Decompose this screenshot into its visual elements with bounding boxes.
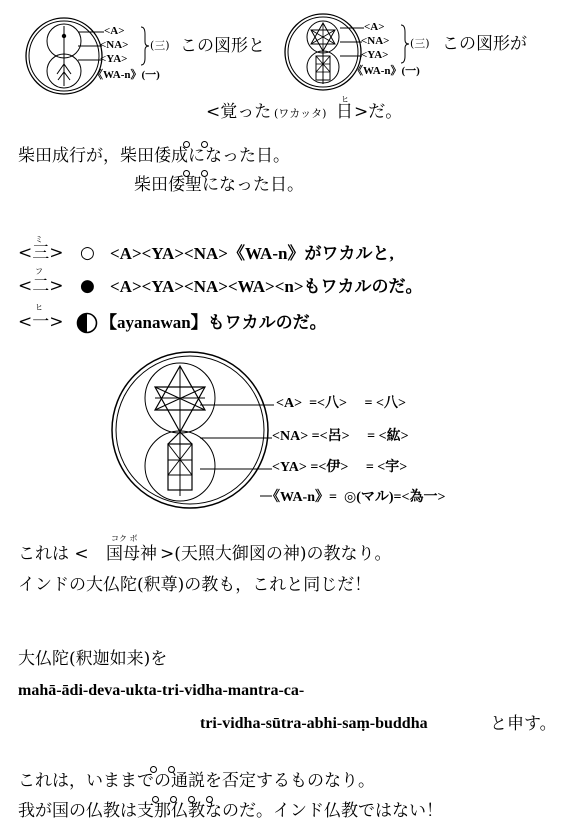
diagram-label-wan: 《WA-n》= ◎(マル)=<為一> [266, 490, 446, 505]
diagram-pointers [200, 400, 280, 500]
emphasis-dot [183, 141, 190, 148]
fu-ruby: フ [35, 267, 43, 276]
india-line: インドの大仏陀(釈尊)の教も，これと同じだ！ [18, 575, 372, 595]
hi-text: 【ayanawan】もワカルのだ。 [100, 313, 327, 332]
emphasis-dot [201, 170, 208, 177]
fig2-label-na: <NA> [361, 35, 390, 47]
fig1-text: この図形と [180, 36, 265, 56]
hi-kanji: <一> [18, 312, 64, 332]
kokubo-post: >(天照大御図の神)の教なり。 [160, 544, 392, 564]
diagram-label-na: <NA> =<呂> = <紘> [272, 429, 409, 444]
kokubo-word: 国母神 [106, 544, 157, 564]
fig2-brace [400, 24, 410, 64]
emphasis-dot [170, 796, 177, 803]
satori-reading: (ワカッタ) [274, 107, 327, 120]
shibata-line2: 柴田倭聖になった日。 [134, 175, 304, 195]
hi-ruby: ヒ [35, 303, 43, 312]
satori-post: >だ。 [354, 102, 403, 122]
closing-line2: 我が国の仏教は支那仏教なのだ。インド仏教ではない！ [18, 801, 443, 821]
kokubo-pre: これは < [18, 544, 89, 564]
sanskrit-line1: mahā-ādi-deva-ukta-tri-vidha-mantra-ca- [18, 682, 305, 699]
emphasis-dot [201, 141, 208, 148]
fig1-brace [140, 26, 150, 66]
emphasis-dot [188, 796, 195, 803]
diagram-label-ya: <YA> =<伊> = <宇> [272, 460, 408, 475]
satori-pre: <覚った [206, 102, 272, 122]
kokubo-ruby: コク ボ [111, 534, 138, 543]
buddha-label: 大仏陀(釈迦如来)を [18, 649, 168, 669]
fu-kanji: <二> [18, 276, 64, 296]
emphasis-dot [152, 796, 159, 803]
fig1-label-a: <A> [104, 25, 125, 37]
closing-line1: これは，いままでの通説を否定するものなり。 [18, 771, 375, 791]
fu-text: <A><YA><NA><WA><n>もワカルのだ。 [110, 277, 423, 296]
fig2-label-a: <A> [364, 21, 385, 33]
fig2-three: (三) [410, 37, 430, 50]
emphasis-dot [168, 766, 175, 773]
half-circle-icon [76, 312, 98, 334]
shibata-line1: 柴田成行が，柴田倭成になった日。 [18, 146, 290, 166]
fig2-label-ya: <YA> [361, 49, 389, 61]
mi-kanji: <三> [18, 243, 64, 263]
emphasis-dot [183, 170, 190, 177]
mi-ruby: ミ [35, 235, 43, 244]
sanskrit-tail: と申す。 [490, 714, 557, 734]
mi-text: <A><YA><NA>《WA-n》がワカルと, [110, 244, 394, 263]
diagram-label-a: <A> =<八> = <八> [276, 396, 406, 411]
emphasis-dot [206, 796, 213, 803]
fu-symbol: ● [80, 276, 95, 296]
fig2-label-wan: 《WA-n》(一) [352, 65, 420, 77]
satori-hi-ruby: ヒ [341, 95, 349, 104]
fig2-text: この図形が [442, 34, 527, 54]
fig1-label-wan: 《WA-n》(一) [92, 69, 160, 81]
satori-hi: 日 [336, 102, 353, 122]
fig1-label-na: <NA> [100, 39, 129, 51]
fig1-label-ya: <YA> [100, 53, 128, 65]
fig1-three: (三) [150, 39, 170, 52]
mi-symbol: ○ [80, 243, 95, 263]
sanskrit-line2: tri-vidha-sūtra-abhi-saṃ-buddha [200, 715, 428, 732]
emphasis-dot [150, 766, 157, 773]
